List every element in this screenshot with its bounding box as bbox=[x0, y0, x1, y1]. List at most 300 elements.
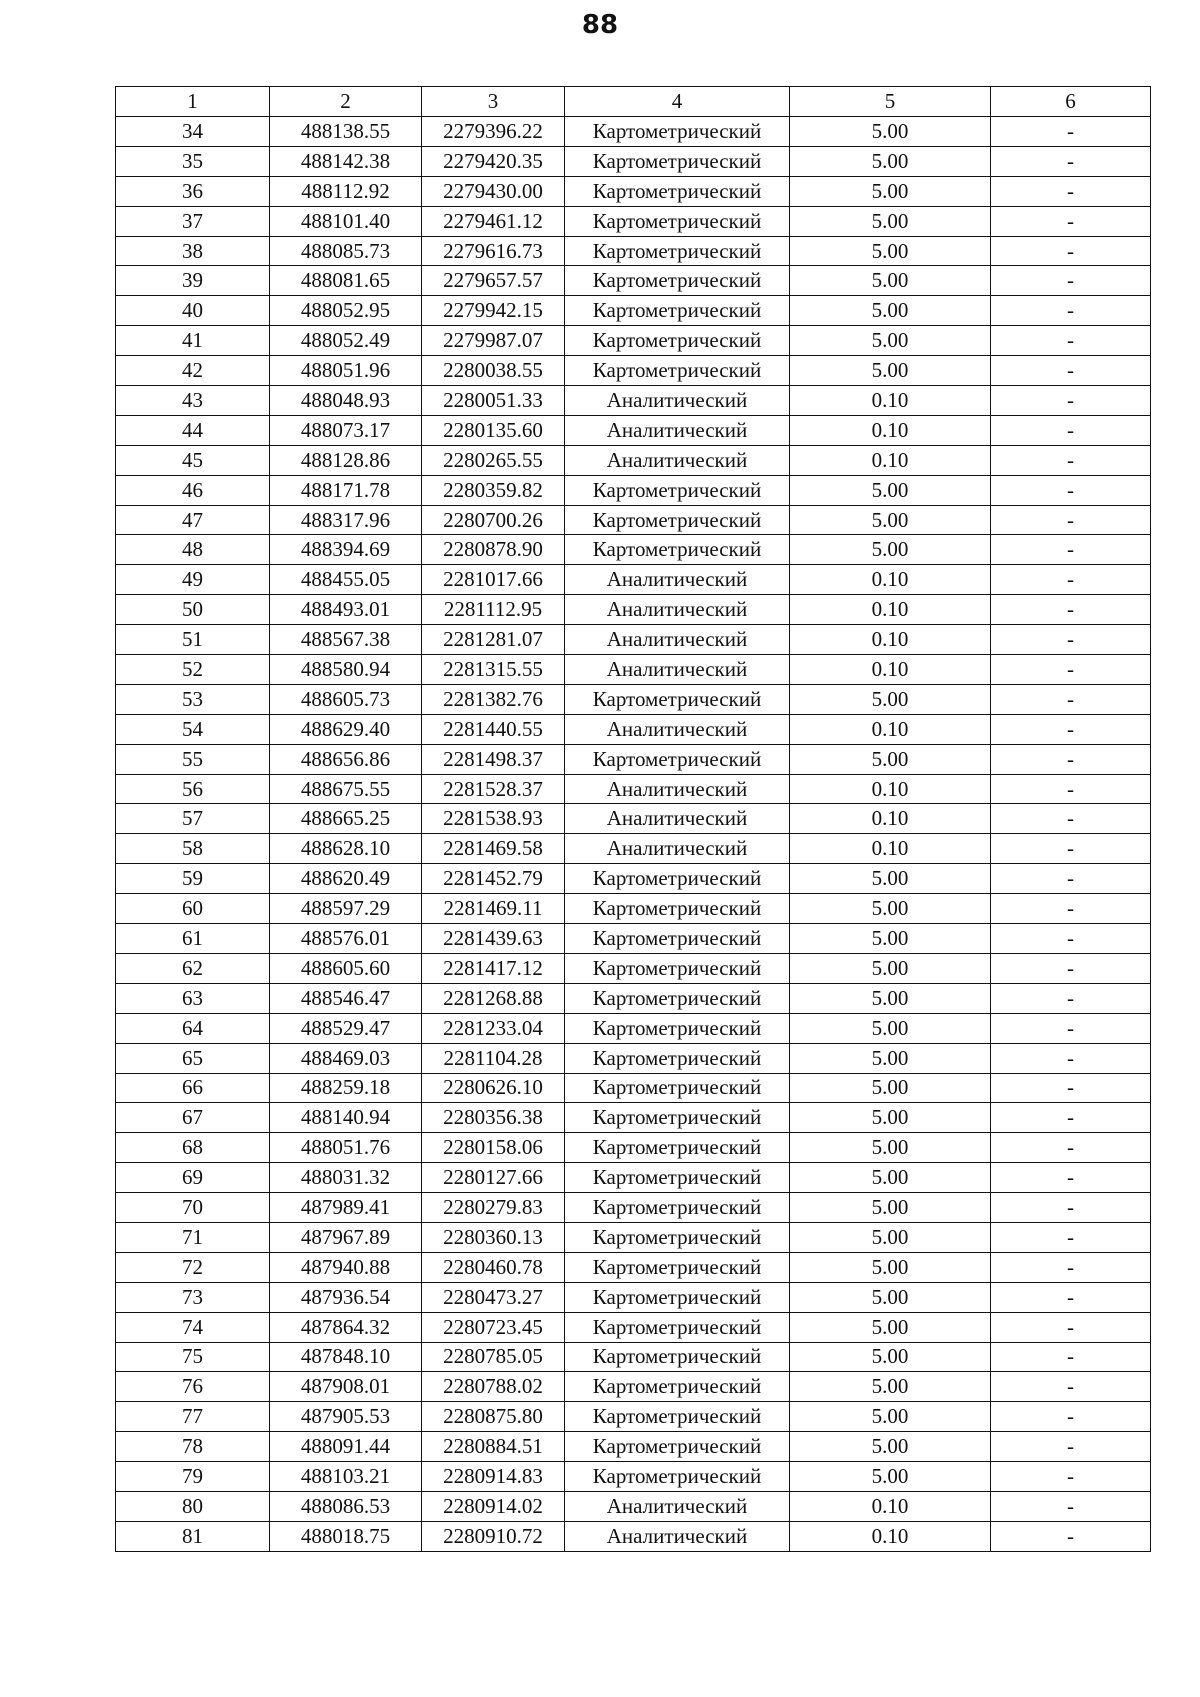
point-number-cell: 71 bbox=[116, 1222, 270, 1252]
table-row bbox=[116, 505, 1151, 535]
note-cell: - bbox=[991, 146, 1151, 176]
note-cell: - bbox=[991, 595, 1151, 625]
table-row bbox=[116, 1252, 1151, 1282]
point-number-cell: 49 bbox=[116, 565, 270, 595]
accuracy-cell: 5.00 bbox=[790, 146, 991, 176]
x-coordinate-cell: 488142.38 bbox=[270, 146, 422, 176]
accuracy-cell: 5.00 bbox=[790, 236, 991, 266]
accuracy-cell: 0.10 bbox=[790, 565, 991, 595]
note-cell: - bbox=[991, 864, 1151, 894]
point-number-cell: 51 bbox=[116, 625, 270, 655]
y-coordinate-cell: 2280265.55 bbox=[422, 445, 565, 475]
x-coordinate-cell: 488103.21 bbox=[270, 1462, 422, 1492]
x-coordinate-cell: 488567.38 bbox=[270, 625, 422, 655]
y-coordinate-cell: 2281017.66 bbox=[422, 565, 565, 595]
point-number-cell: 72 bbox=[116, 1252, 270, 1282]
x-coordinate-cell: 487864.32 bbox=[270, 1312, 422, 1342]
point-number-cell: 61 bbox=[116, 924, 270, 954]
method-cell: Аналитический bbox=[565, 415, 790, 445]
y-coordinate-cell: 2280158.06 bbox=[422, 1133, 565, 1163]
y-coordinate-cell: 2281452.79 bbox=[422, 864, 565, 894]
y-coordinate-cell: 2281439.63 bbox=[422, 924, 565, 954]
x-coordinate-cell: 488112.92 bbox=[270, 176, 422, 206]
point-number-cell: 80 bbox=[116, 1491, 270, 1521]
method-cell: Картометрический bbox=[565, 1372, 790, 1402]
accuracy-cell: 5.00 bbox=[790, 1462, 991, 1492]
note-cell: - bbox=[991, 535, 1151, 565]
table-row bbox=[116, 714, 1151, 744]
table-row bbox=[116, 326, 1151, 356]
note-cell: - bbox=[991, 1372, 1151, 1402]
column-header: 1 bbox=[116, 87, 270, 117]
x-coordinate-cell: 487936.54 bbox=[270, 1282, 422, 1312]
note-cell: - bbox=[991, 505, 1151, 535]
accuracy-cell: 5.00 bbox=[790, 983, 991, 1013]
y-coordinate-cell: 2279942.15 bbox=[422, 296, 565, 326]
method-cell: Картометрический bbox=[565, 953, 790, 983]
method-cell: Аналитический bbox=[565, 595, 790, 625]
point-number-cell: 39 bbox=[116, 266, 270, 296]
x-coordinate-cell: 488620.49 bbox=[270, 864, 422, 894]
accuracy-cell: 0.10 bbox=[790, 1521, 991, 1551]
accuracy-cell: 5.00 bbox=[790, 1103, 991, 1133]
x-coordinate-cell: 488605.60 bbox=[270, 953, 422, 983]
note-cell: - bbox=[991, 1133, 1151, 1163]
note-cell: - bbox=[991, 924, 1151, 954]
point-number-cell: 55 bbox=[116, 744, 270, 774]
accuracy-cell: 5.00 bbox=[790, 1432, 991, 1462]
method-cell: Аналитический bbox=[565, 1521, 790, 1551]
column-header: 6 bbox=[991, 87, 1151, 117]
x-coordinate-cell: 488675.55 bbox=[270, 774, 422, 804]
note-cell: - bbox=[991, 714, 1151, 744]
point-number-cell: 64 bbox=[116, 1013, 270, 1043]
point-number-cell: 46 bbox=[116, 475, 270, 505]
method-cell: Картометрический bbox=[565, 1013, 790, 1043]
method-cell: Аналитический bbox=[565, 714, 790, 744]
table-row bbox=[116, 774, 1151, 804]
x-coordinate-cell: 488665.25 bbox=[270, 804, 422, 834]
accuracy-cell: 0.10 bbox=[790, 834, 991, 864]
accuracy-cell: 5.00 bbox=[790, 894, 991, 924]
note-cell: - bbox=[991, 655, 1151, 685]
table-row bbox=[116, 684, 1151, 714]
x-coordinate-cell: 488455.05 bbox=[270, 565, 422, 595]
x-coordinate-cell: 488091.44 bbox=[270, 1432, 422, 1462]
y-coordinate-cell: 2281268.88 bbox=[422, 983, 565, 1013]
note-cell: - bbox=[991, 1462, 1151, 1492]
note-cell: - bbox=[991, 1491, 1151, 1521]
method-cell: Картометрический bbox=[565, 1043, 790, 1073]
y-coordinate-cell: 2279430.00 bbox=[422, 176, 565, 206]
table-row bbox=[116, 1342, 1151, 1372]
x-coordinate-cell: 488086.53 bbox=[270, 1491, 422, 1521]
y-coordinate-cell: 2280356.38 bbox=[422, 1103, 565, 1133]
accuracy-cell: 5.00 bbox=[790, 1282, 991, 1312]
point-number-cell: 48 bbox=[116, 535, 270, 565]
method-cell: Аналитический bbox=[565, 834, 790, 864]
x-coordinate-cell: 488052.95 bbox=[270, 296, 422, 326]
table-row bbox=[116, 834, 1151, 864]
x-coordinate-cell: 488259.18 bbox=[270, 1073, 422, 1103]
method-cell: Аналитический bbox=[565, 386, 790, 416]
point-number-cell: 41 bbox=[116, 326, 270, 356]
accuracy-cell: 5.00 bbox=[790, 296, 991, 326]
method-cell: Аналитический bbox=[565, 565, 790, 595]
accuracy-cell: 5.00 bbox=[790, 744, 991, 774]
note-cell: - bbox=[991, 1312, 1151, 1342]
note-cell: - bbox=[991, 296, 1151, 326]
method-cell: Картометрический bbox=[565, 1252, 790, 1282]
y-coordinate-cell: 2281382.76 bbox=[422, 684, 565, 714]
note-cell: - bbox=[991, 953, 1151, 983]
y-coordinate-cell: 2279987.07 bbox=[422, 326, 565, 356]
note-cell: - bbox=[991, 983, 1151, 1013]
point-number-cell: 56 bbox=[116, 774, 270, 804]
table-row bbox=[116, 1372, 1151, 1402]
y-coordinate-cell: 2279396.22 bbox=[422, 117, 565, 147]
table-row bbox=[116, 356, 1151, 386]
x-coordinate-cell: 488317.96 bbox=[270, 505, 422, 535]
x-coordinate-cell: 487940.88 bbox=[270, 1252, 422, 1282]
note-cell: - bbox=[991, 386, 1151, 416]
accuracy-cell: 5.00 bbox=[790, 1222, 991, 1252]
method-cell: Картометрический bbox=[565, 146, 790, 176]
table-row bbox=[116, 1521, 1151, 1551]
y-coordinate-cell: 2281528.37 bbox=[422, 774, 565, 804]
method-cell: Картометрический bbox=[565, 684, 790, 714]
accuracy-cell: 0.10 bbox=[790, 655, 991, 685]
table-row bbox=[116, 595, 1151, 625]
method-cell: Картометрический bbox=[565, 1462, 790, 1492]
y-coordinate-cell: 2280884.51 bbox=[422, 1432, 565, 1462]
point-number-cell: 45 bbox=[116, 445, 270, 475]
y-coordinate-cell: 2279420.35 bbox=[422, 146, 565, 176]
method-cell: Картометрический bbox=[565, 206, 790, 236]
x-coordinate-cell: 488128.86 bbox=[270, 445, 422, 475]
point-number-cell: 77 bbox=[116, 1402, 270, 1432]
note-cell: - bbox=[991, 415, 1151, 445]
accuracy-cell: 0.10 bbox=[790, 1491, 991, 1521]
y-coordinate-cell: 2279616.73 bbox=[422, 236, 565, 266]
table-row bbox=[116, 1103, 1151, 1133]
point-number-cell: 67 bbox=[116, 1103, 270, 1133]
column-header: 4 bbox=[565, 87, 790, 117]
note-cell: - bbox=[991, 356, 1151, 386]
point-number-cell: 58 bbox=[116, 834, 270, 864]
accuracy-cell: 5.00 bbox=[790, 206, 991, 236]
note-cell: - bbox=[991, 1193, 1151, 1223]
y-coordinate-cell: 2280626.10 bbox=[422, 1073, 565, 1103]
accuracy-cell: 0.10 bbox=[790, 595, 991, 625]
method-cell: Аналитический bbox=[565, 625, 790, 655]
x-coordinate-cell: 488051.76 bbox=[270, 1133, 422, 1163]
table-row bbox=[116, 924, 1151, 954]
accuracy-cell: 5.00 bbox=[790, 1252, 991, 1282]
x-coordinate-cell: 488493.01 bbox=[270, 595, 422, 625]
y-coordinate-cell: 2280473.27 bbox=[422, 1282, 565, 1312]
note-cell: - bbox=[991, 1103, 1151, 1133]
note-cell: - bbox=[991, 804, 1151, 834]
x-coordinate-cell: 488580.94 bbox=[270, 655, 422, 685]
accuracy-cell: 5.00 bbox=[790, 1193, 991, 1223]
x-coordinate-cell: 488051.96 bbox=[270, 356, 422, 386]
method-cell: Картометрический bbox=[565, 1342, 790, 1372]
accuracy-cell: 0.10 bbox=[790, 386, 991, 416]
note-cell: - bbox=[991, 326, 1151, 356]
note-cell: - bbox=[991, 625, 1151, 655]
table-row bbox=[116, 1312, 1151, 1342]
point-number-cell: 43 bbox=[116, 386, 270, 416]
table-row bbox=[116, 206, 1151, 236]
table-row bbox=[116, 894, 1151, 924]
x-coordinate-cell: 488085.73 bbox=[270, 236, 422, 266]
table-row bbox=[116, 1462, 1151, 1492]
y-coordinate-cell: 2280127.66 bbox=[422, 1163, 565, 1193]
accuracy-cell: 5.00 bbox=[790, 505, 991, 535]
x-coordinate-cell: 488138.55 bbox=[270, 117, 422, 147]
accuracy-cell: 5.00 bbox=[790, 1043, 991, 1073]
y-coordinate-cell: 2281469.58 bbox=[422, 834, 565, 864]
y-coordinate-cell: 2281104.28 bbox=[422, 1043, 565, 1073]
y-coordinate-cell: 2280910.72 bbox=[422, 1521, 565, 1551]
accuracy-cell: 0.10 bbox=[790, 714, 991, 744]
x-coordinate-cell: 487848.10 bbox=[270, 1342, 422, 1372]
y-coordinate-cell: 2280785.05 bbox=[422, 1342, 565, 1372]
accuracy-cell: 5.00 bbox=[790, 1372, 991, 1402]
x-coordinate-cell: 488546.47 bbox=[270, 983, 422, 1013]
method-cell: Картометрический bbox=[565, 266, 790, 296]
accuracy-cell: 0.10 bbox=[790, 804, 991, 834]
x-coordinate-cell: 488048.93 bbox=[270, 386, 422, 416]
method-cell: Картометрический bbox=[565, 1103, 790, 1133]
y-coordinate-cell: 2280914.02 bbox=[422, 1491, 565, 1521]
x-coordinate-cell: 488052.49 bbox=[270, 326, 422, 356]
method-cell: Аналитический bbox=[565, 655, 790, 685]
note-cell: - bbox=[991, 266, 1151, 296]
point-number-cell: 79 bbox=[116, 1462, 270, 1492]
coordinates-table bbox=[115, 86, 1151, 1552]
point-number-cell: 50 bbox=[116, 595, 270, 625]
x-coordinate-cell: 488576.01 bbox=[270, 924, 422, 954]
point-number-cell: 57 bbox=[116, 804, 270, 834]
note-cell: - bbox=[991, 1342, 1151, 1372]
accuracy-cell: 5.00 bbox=[790, 1402, 991, 1432]
point-number-cell: 70 bbox=[116, 1193, 270, 1223]
table-row bbox=[116, 804, 1151, 834]
y-coordinate-cell: 2280359.82 bbox=[422, 475, 565, 505]
method-cell: Картометрический bbox=[565, 1402, 790, 1432]
point-number-cell: 78 bbox=[116, 1432, 270, 1462]
y-coordinate-cell: 2280875.80 bbox=[422, 1402, 565, 1432]
note-cell: - bbox=[991, 894, 1151, 924]
point-number-cell: 40 bbox=[116, 296, 270, 326]
method-cell: Картометрический bbox=[565, 1163, 790, 1193]
x-coordinate-cell: 488394.69 bbox=[270, 535, 422, 565]
note-cell: - bbox=[991, 475, 1151, 505]
y-coordinate-cell: 2281112.95 bbox=[422, 595, 565, 625]
y-coordinate-cell: 2281417.12 bbox=[422, 953, 565, 983]
method-cell: Картометрический bbox=[565, 1193, 790, 1223]
method-cell: Картометрический bbox=[565, 505, 790, 535]
y-coordinate-cell: 2280878.90 bbox=[422, 535, 565, 565]
point-number-cell: 76 bbox=[116, 1372, 270, 1402]
accuracy-cell: 5.00 bbox=[790, 1073, 991, 1103]
x-coordinate-cell: 488605.73 bbox=[270, 684, 422, 714]
note-cell: - bbox=[991, 176, 1151, 206]
x-coordinate-cell: 488171.78 bbox=[270, 475, 422, 505]
accuracy-cell: 5.00 bbox=[790, 326, 991, 356]
note-cell: - bbox=[991, 1282, 1151, 1312]
table-row bbox=[116, 146, 1151, 176]
method-cell: Картометрический bbox=[565, 117, 790, 147]
y-coordinate-cell: 2280360.13 bbox=[422, 1222, 565, 1252]
x-coordinate-cell: 487967.89 bbox=[270, 1222, 422, 1252]
note-cell: - bbox=[991, 117, 1151, 147]
method-cell: Картометрический bbox=[565, 1282, 790, 1312]
method-cell: Картометрический bbox=[565, 1312, 790, 1342]
table-row bbox=[116, 535, 1151, 565]
accuracy-cell: 5.00 bbox=[790, 1312, 991, 1342]
note-cell: - bbox=[991, 834, 1151, 864]
y-coordinate-cell: 2281440.55 bbox=[422, 714, 565, 744]
y-coordinate-cell: 2280914.83 bbox=[422, 1462, 565, 1492]
note-cell: - bbox=[991, 1073, 1151, 1103]
method-cell: Картометрический bbox=[565, 236, 790, 266]
table-row bbox=[116, 1013, 1151, 1043]
table-row bbox=[116, 625, 1151, 655]
method-cell: Картометрический bbox=[565, 1222, 790, 1252]
table-header-row bbox=[116, 87, 1151, 117]
table-row bbox=[116, 236, 1151, 266]
note-cell: - bbox=[991, 744, 1151, 774]
note-cell: - bbox=[991, 774, 1151, 804]
point-number-cell: 69 bbox=[116, 1163, 270, 1193]
method-cell: Картометрический bbox=[565, 894, 790, 924]
y-coordinate-cell: 2281498.37 bbox=[422, 744, 565, 774]
method-cell: Аналитический bbox=[565, 804, 790, 834]
method-cell: Картометрический bbox=[565, 924, 790, 954]
method-cell: Картометрический bbox=[565, 176, 790, 206]
accuracy-cell: 0.10 bbox=[790, 445, 991, 475]
point-number-cell: 52 bbox=[116, 655, 270, 685]
note-cell: - bbox=[991, 1043, 1151, 1073]
table-row bbox=[116, 983, 1151, 1013]
table-row bbox=[116, 176, 1151, 206]
table-row bbox=[116, 266, 1151, 296]
point-number-cell: 62 bbox=[116, 953, 270, 983]
method-cell: Картометрический bbox=[565, 535, 790, 565]
point-number-cell: 75 bbox=[116, 1342, 270, 1372]
y-coordinate-cell: 2280700.26 bbox=[422, 505, 565, 535]
table-row bbox=[116, 1193, 1151, 1223]
note-cell: - bbox=[991, 445, 1151, 475]
table-row bbox=[116, 1073, 1151, 1103]
x-coordinate-cell: 488101.40 bbox=[270, 206, 422, 236]
note-cell: - bbox=[991, 206, 1151, 236]
x-coordinate-cell: 488140.94 bbox=[270, 1103, 422, 1133]
accuracy-cell: 5.00 bbox=[790, 1133, 991, 1163]
point-number-cell: 36 bbox=[116, 176, 270, 206]
x-coordinate-cell: 488073.17 bbox=[270, 415, 422, 445]
y-coordinate-cell: 2280135.60 bbox=[422, 415, 565, 445]
y-coordinate-cell: 2280051.33 bbox=[422, 386, 565, 416]
x-coordinate-cell: 488529.47 bbox=[270, 1013, 422, 1043]
point-number-cell: 66 bbox=[116, 1073, 270, 1103]
accuracy-cell: 5.00 bbox=[790, 1013, 991, 1043]
note-cell: - bbox=[991, 565, 1151, 595]
y-coordinate-cell: 2279461.12 bbox=[422, 206, 565, 236]
table-row bbox=[116, 117, 1151, 147]
page-number: 88 bbox=[581, 10, 619, 40]
method-cell: Картометрический bbox=[565, 983, 790, 1013]
x-coordinate-cell: 488629.40 bbox=[270, 714, 422, 744]
point-number-cell: 47 bbox=[116, 505, 270, 535]
accuracy-cell: 5.00 bbox=[790, 117, 991, 147]
accuracy-cell: 0.10 bbox=[790, 415, 991, 445]
method-cell: Картометрический bbox=[565, 1133, 790, 1163]
accuracy-cell: 5.00 bbox=[790, 864, 991, 894]
table-row bbox=[116, 1491, 1151, 1521]
y-coordinate-cell: 2280279.83 bbox=[422, 1193, 565, 1223]
point-number-cell: 44 bbox=[116, 415, 270, 445]
accuracy-cell: 5.00 bbox=[790, 953, 991, 983]
method-cell: Картометрический bbox=[565, 864, 790, 894]
point-number-cell: 35 bbox=[116, 146, 270, 176]
note-cell: - bbox=[991, 236, 1151, 266]
note-cell: - bbox=[991, 1252, 1151, 1282]
table-row bbox=[116, 1432, 1151, 1462]
point-number-cell: 63 bbox=[116, 983, 270, 1013]
note-cell: - bbox=[991, 684, 1151, 714]
y-coordinate-cell: 2280038.55 bbox=[422, 356, 565, 386]
column-header: 3 bbox=[422, 87, 565, 117]
y-coordinate-cell: 2280460.78 bbox=[422, 1252, 565, 1282]
accuracy-cell: 5.00 bbox=[790, 356, 991, 386]
point-number-cell: 68 bbox=[116, 1133, 270, 1163]
point-number-cell: 73 bbox=[116, 1282, 270, 1312]
note-cell: - bbox=[991, 1163, 1151, 1193]
accuracy-cell: 5.00 bbox=[790, 475, 991, 505]
x-coordinate-cell: 488656.86 bbox=[270, 744, 422, 774]
column-header: 2 bbox=[270, 87, 422, 117]
x-coordinate-cell: 488018.75 bbox=[270, 1521, 422, 1551]
table-row bbox=[116, 1282, 1151, 1312]
accuracy-cell: 5.00 bbox=[790, 684, 991, 714]
method-cell: Картометрический bbox=[565, 1432, 790, 1462]
y-coordinate-cell: 2281538.93 bbox=[422, 804, 565, 834]
table-row bbox=[116, 565, 1151, 595]
y-coordinate-cell: 2281233.04 bbox=[422, 1013, 565, 1043]
accuracy-cell: 5.00 bbox=[790, 266, 991, 296]
y-coordinate-cell: 2281315.55 bbox=[422, 655, 565, 685]
x-coordinate-cell: 487908.01 bbox=[270, 1372, 422, 1402]
table-row bbox=[116, 1043, 1151, 1073]
table-row bbox=[116, 1222, 1151, 1252]
table-row bbox=[116, 1133, 1151, 1163]
column-header: 5 bbox=[790, 87, 991, 117]
method-cell: Аналитический bbox=[565, 774, 790, 804]
y-coordinate-cell: 2281469.11 bbox=[422, 894, 565, 924]
table-row bbox=[116, 296, 1151, 326]
point-number-cell: 81 bbox=[116, 1521, 270, 1551]
point-number-cell: 42 bbox=[116, 356, 270, 386]
x-coordinate-cell: 487989.41 bbox=[270, 1193, 422, 1223]
table-row bbox=[116, 1163, 1151, 1193]
table-row bbox=[116, 445, 1151, 475]
table-body bbox=[116, 87, 1151, 1552]
x-coordinate-cell: 488031.32 bbox=[270, 1163, 422, 1193]
